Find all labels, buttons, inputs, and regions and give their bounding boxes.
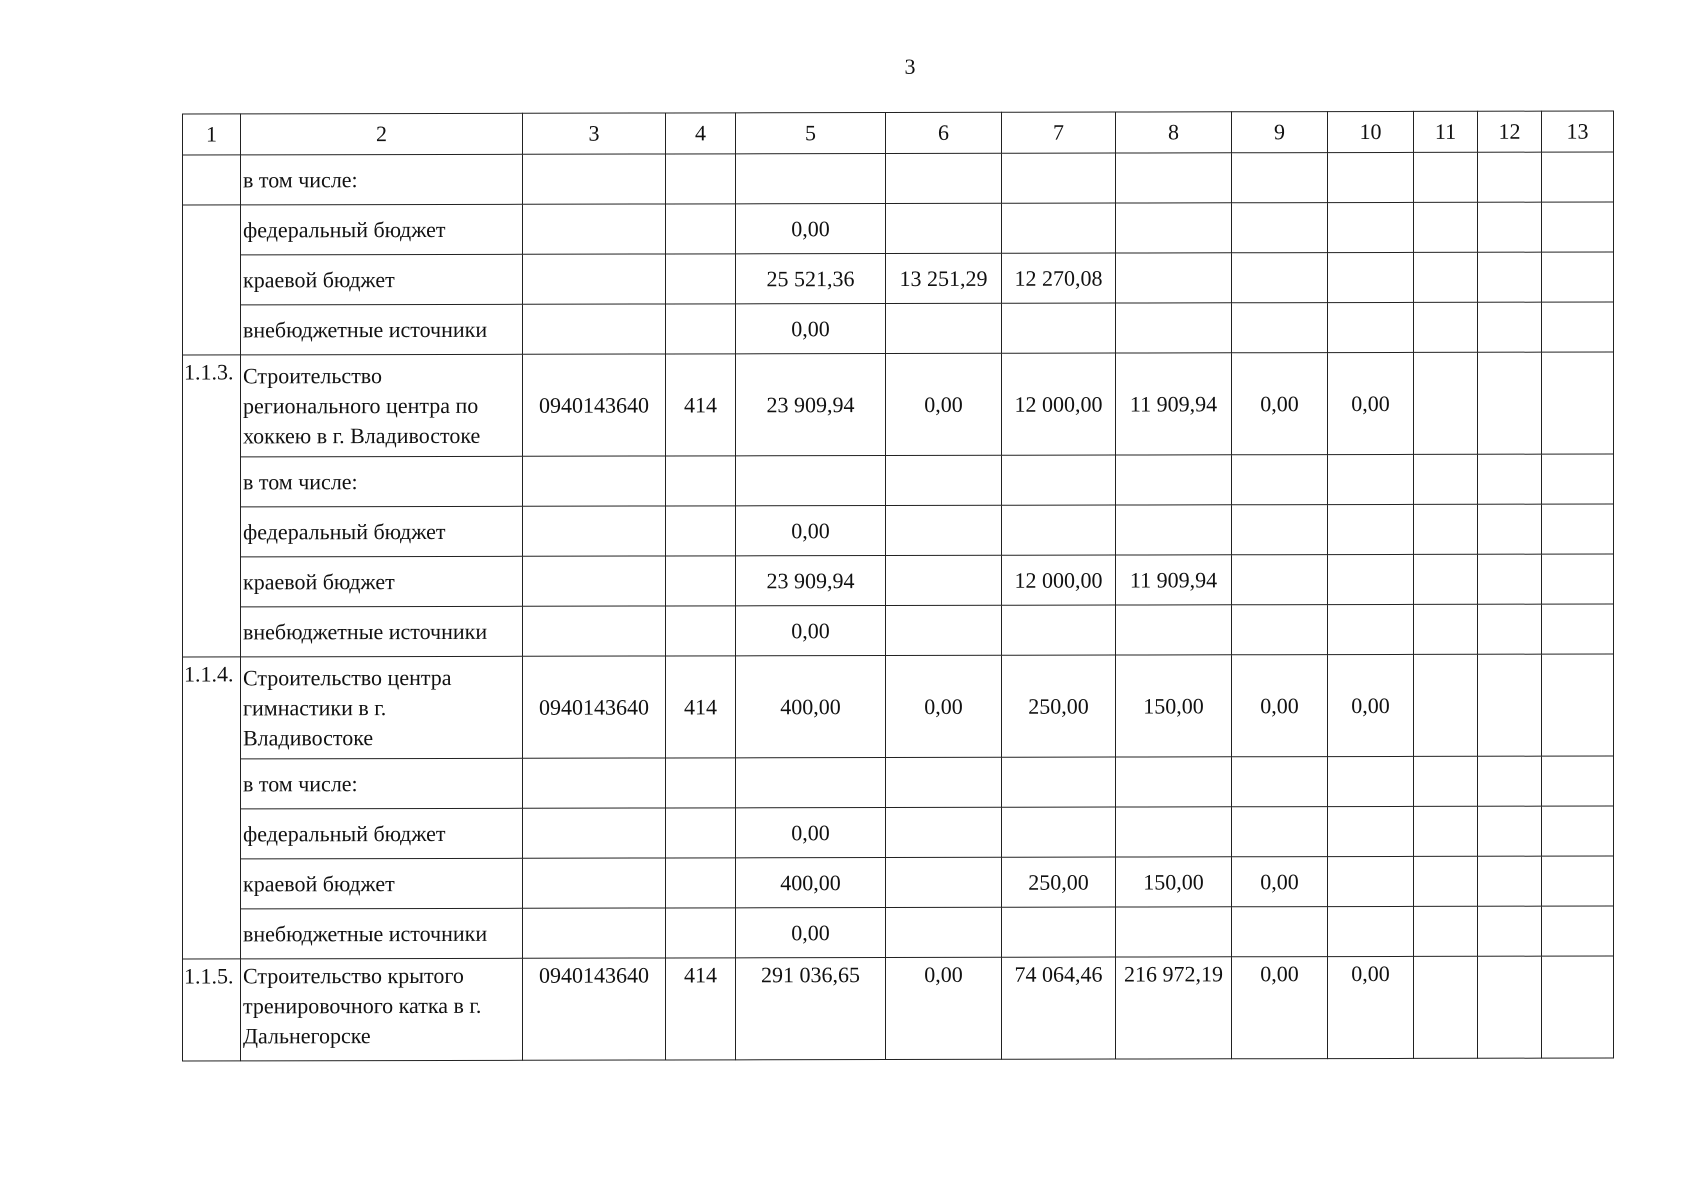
cell-value: 11 909,94 [1116,555,1232,605]
cell-value: 0,00 [736,606,886,656]
col-header: 7 [1002,112,1116,153]
cell-value: 0,00 [1232,857,1328,907]
row-label: федеральный бюджет [241,506,523,557]
col-header: 1 [183,114,241,155]
cell-value: 0,00 [736,204,886,254]
page-number: 3 [904,54,916,79]
cell-code: 0940143640 [523,656,666,758]
cell-value: 0,00 [886,957,1002,1059]
table-row [183,252,1614,305]
row-title: Строительство крытого тренировочного катка в г. Дальнегорске [241,958,523,1061]
table-row [183,504,1614,557]
row-label: в том числе: [241,456,523,507]
row-label: в том числе: [241,758,523,809]
cell-value: 0,00 [1232,957,1328,1059]
row-title: Строительство регионального центра по хоккею в г. Владивостоке [241,354,523,457]
col-header: 2 [241,113,523,155]
table-row [183,956,1614,1061]
table-row [183,202,1614,255]
cell-value: 414 [666,354,736,456]
cell-value: 291 036,65 [736,958,886,1060]
cell-value: 150,00 [1116,857,1232,907]
row-label: внебюджетные источники [241,908,523,959]
cell-value: 400,00 [736,656,886,758]
cell-value: 250,00 [1002,857,1116,907]
cell-value: 0,00 [1232,655,1328,757]
cell-value: 216 972,19 [1116,957,1232,1059]
row-label: внебюджетные источники [241,606,523,657]
row-label: краевой бюджет [241,858,523,909]
cell-value: 0,00 [736,506,886,556]
col-header: 9 [1232,112,1328,153]
budget-table [182,111,1614,1062]
cell-value: 400,00 [736,858,886,908]
row-index: 1.1.3. [183,355,241,657]
cell-value: 23 909,94 [736,354,886,456]
col-header: 5 [736,113,886,154]
row-label: краевой бюджет [241,254,523,305]
row-label: федеральный бюджет [241,808,523,859]
row-label: в том числе: [241,154,523,205]
col-header: 12 [1478,111,1542,152]
table-row [183,152,1614,205]
table-row [183,454,1614,507]
cell-value: 250,00 [1002,655,1116,757]
cell-value: 0,00 [1232,353,1328,455]
cell-value: 12 000,00 [1002,353,1116,455]
cell-value: 0,00 [1328,352,1414,454]
cell-value: 74 064,46 [1002,957,1116,1059]
row-title: Строительство центра гимнастики в г. Владивостоке [241,656,523,759]
table-row [183,352,1614,457]
table-row [183,806,1614,859]
cell-value: 414 [666,656,736,758]
cell-value: 0,00 [1328,956,1414,1058]
row-index: 1.1.5. [183,959,241,1061]
col-header: 4 [666,113,736,154]
header-row [183,111,1614,155]
col-header: 10 [1328,111,1414,152]
col-header: 8 [1116,112,1232,153]
row-label: внебюджетные источники [241,304,523,355]
cell-value: 12 270,08 [1002,253,1116,303]
table-row [183,604,1614,657]
cell-value: 11 909,94 [1116,353,1232,455]
col-header: 13 [1542,111,1614,152]
cell-value: 0,00 [886,353,1002,455]
col-header: 6 [886,112,1002,153]
table-row [183,856,1614,909]
table-row [183,654,1614,759]
cell-code: 0940143640 [523,958,666,1060]
cell-value: 25 521,36 [736,254,886,304]
table-row [183,906,1614,959]
cell-value: 414 [666,958,736,1060]
cell-value: 23 909,94 [736,556,886,606]
cell-value: 150,00 [1116,655,1232,757]
cell-value: 13 251,29 [886,253,1002,303]
table-row [183,302,1614,355]
table-row [183,756,1614,809]
cell-value: 0,00 [1328,654,1414,756]
row-label: федеральный бюджет [241,204,523,255]
cell-value: 12 000,00 [1002,555,1116,605]
cell-value: 0,00 [886,655,1002,757]
col-header: 11 [1414,111,1478,152]
cell-value: 0,00 [736,908,886,958]
cell-code: 0940143640 [523,354,666,456]
col-header: 3 [523,113,666,154]
cell-value: 0,00 [736,808,886,858]
cell-value: 0,00 [736,304,886,354]
row-index: 1.1.4. [183,657,241,959]
table-row [183,554,1614,607]
row-label: краевой бюджет [241,556,523,607]
